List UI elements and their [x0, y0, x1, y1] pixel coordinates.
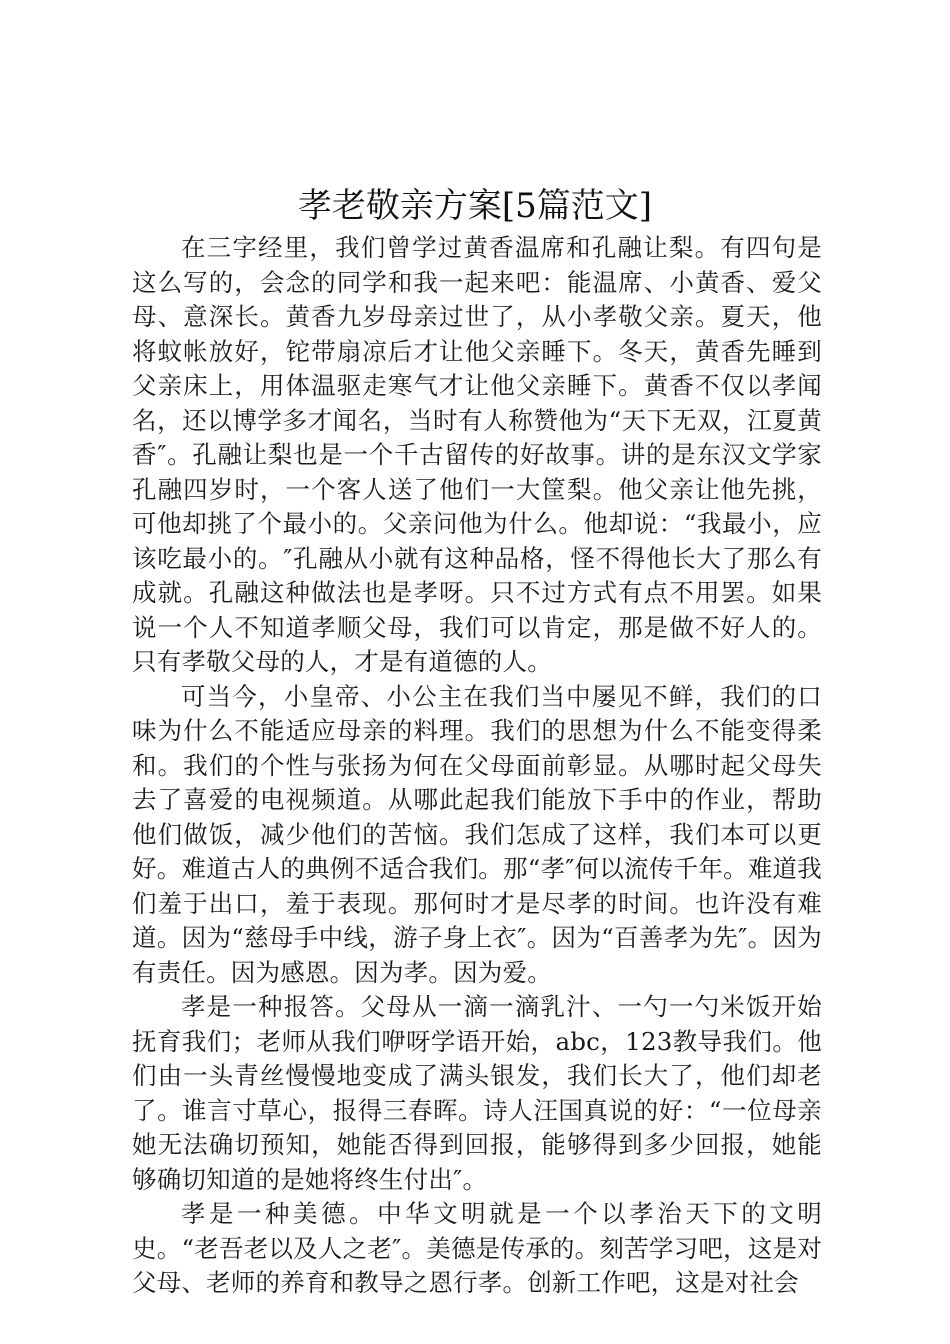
- paragraph-1: 在三字经里，我们曾学过黄香温席和孔融让梨。有四句是这么写的，会念的同学和我一起来吧：能温席、小黄香、爱父母、意深长。黄香九岁母亲过世了，从小孝敬父亲。夏天，他将蚊帐放好，铊带扇凉后才让他父亲睡下。冬天，黄香先睡到父亲床上，用体温驱走寒气才让他父亲睡下。黄香不仅以孝闻名，还以博学多才闻名，当时有人称赞他为“天下无双，江夏黄香″。孔融让梨也是一个千古留传的好故事。讲的是东汉文学家孔融四岁时，一个客人送了他们一大筐梨。他父亲让他先挑，可他却挑了个最小的。父亲问他为什么。他却说：“我最小，应该吃最小的。″孔融从小就有这种品格，怪不得他长大了那么有成就。孔融这种做法也是孝呀。只不过方式有点不用罢。如果说一个人不知道孝顺父母，我们可以肯定，那是做不好人的。只有孝敬父母的人，才是有道德的人。: [132, 233, 822, 676]
- paragraph-3: 孝是一种报答。父母从一滴一滴乳汁、一勺一勺米饭开始抚育我们；老师从我们咿呀学语开始，abc，123教导我们。他们由一头青丝慢慢地变成了满头银发，我们长大了，他们却老了。谁言寸草心，报得三春晖。诗人汪国真说的好：“一位母亲她无法确切预知，她能否得到回报，能够得到多少回报，她能够确切知道的是她将终生付出″。: [132, 992, 822, 1194]
- document-body: [132, 231, 822, 1301]
- paragraph-4: 孝是一种美德。中华文明就是一个以孝治天下的文明史。“老吾老以及人之老″。美德是传承的。刻苦学习吧，这是对父母、老师的养育和教导之恩行孝。创新工作吧，这是对社会: [132, 1199, 822, 1297]
- document-title: 孝老敬亲方案[5篇范文]: [297, 186, 653, 226]
- paragraph-2: 可当今，小皇帝、小公主在我们当中屡见不鲜，我们的口味为什么不能适应母亲的料理。我们的思想为什么不能变得柔和。我们的个性与张扬为何在父母面前彰显。从哪时起父母失去了喜爱的电视频道。从哪此起我们能放下手中的作业，帮助他们做饭，减少他们的苦恼。我们怎成了这样，我们本可以更好。难道古人的典例不适合我们。那“孝″何以流传千年。难道我们羞于出口，羞于表现。那何时才是尽孝的时间。也许没有难道。因为“慈母手中线，游子身上衣″。因为“百善孝为先″。因为有责任。因为感恩。因为孝。因为爱。: [132, 681, 822, 987]
